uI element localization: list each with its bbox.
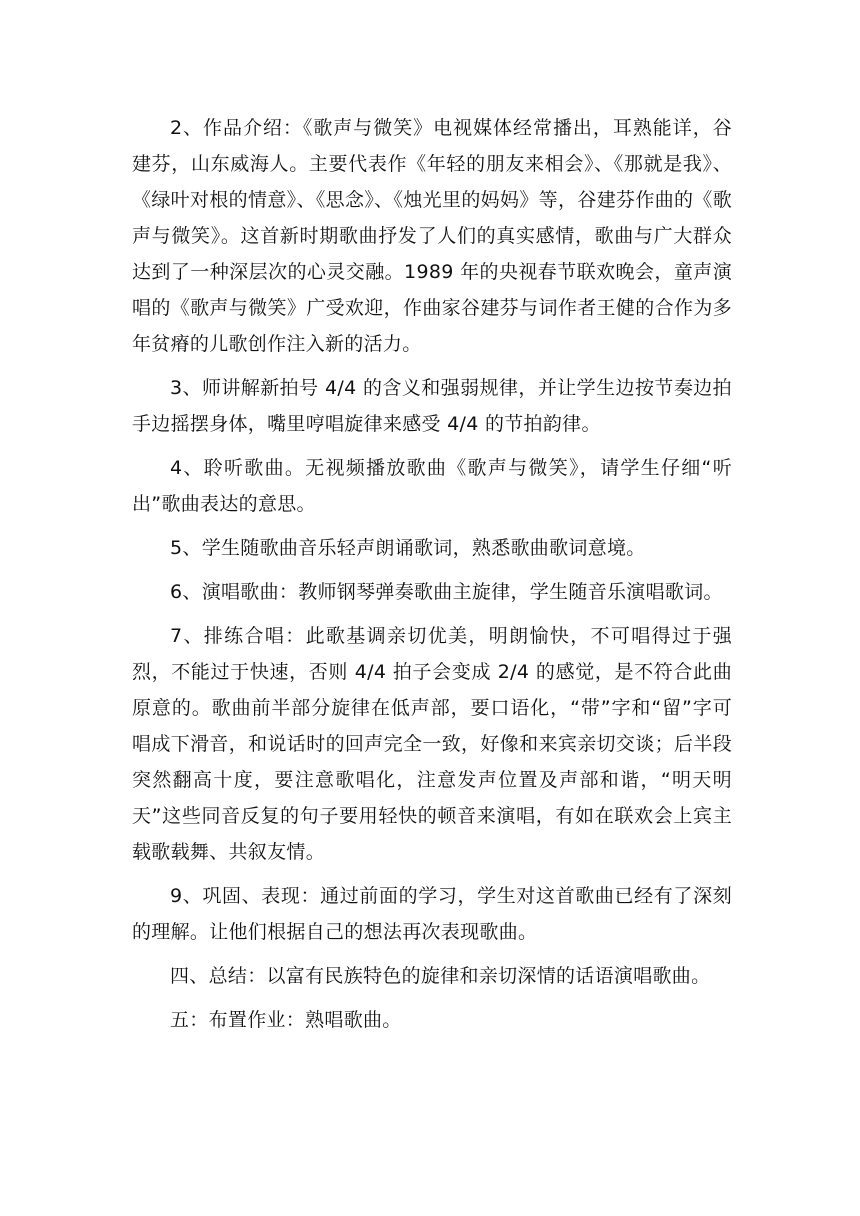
paragraph-time-signature: 3、师讲解新拍号 4/4 的含义和强弱规律，并让学生边按节奏边拍手边摇摆身体，嘴里哼唱旋律来感受 4/4 的节拍韵律。 bbox=[132, 377, 732, 435]
paragraph-singing: 6、演唱歌曲：教师钢琴弹奏歌曲主旋律，学生随音乐演唱歌词。 bbox=[170, 581, 723, 603]
paragraph-summary: 四、总结：以富有民族特色的旋律和亲切深情的话语演唱歌曲。 bbox=[170, 965, 711, 987]
paragraph-work-introduction: 2、作品介绍：《歌声与微笑》电视媒体经常播出，耳熟能详，谷建芬，山东威海人。主要代表作《年轻的朋友来相会》、《那就是我》、《绿叶对根的情意》、《思念》、《烛光里的妈妈》等，谷建芬作曲的《歌声与微笑》。这首新时期歌曲抒发了人们的真实感情，歌曲与广大群众达到了一种深层次的心灵交融。1989 年的央视春节联欢晚会，童声演唱的《歌声与微笑》广受欢迎，作曲家谷建芬与词作者王健的合作为多年贫瘠的儿歌创作注入新的活力。 bbox=[132, 117, 732, 355]
paragraph-homework: 五：布置作业：熟唱歌曲。 bbox=[170, 1009, 402, 1031]
document-body bbox=[132, 110, 732, 1038]
paragraph-recitation: 5、学生随歌曲音乐轻声朗诵歌词，熟悉歌曲歌词意境。 bbox=[170, 537, 646, 559]
paragraph-listening: 4、聆听歌曲。无视频播放歌曲《歌声与微笑》，请学生仔细“听出”歌曲表达的意思。 bbox=[132, 457, 732, 515]
paragraph-consolidation: 9、巩固、表现：通过前面的学习，学生对这首歌曲已经有了深刻的理解。让他们根据自己的想法再次表现歌曲。 bbox=[132, 885, 732, 943]
paragraph-chorus-rehearsal: 7、排练合唱：此歌基调亲切优美，明朗愉快，不可唱得过于强烈，不能过于快速，否则 4/4 拍子会变成 2/4 的感觉，是不符合此曲原意的。歌曲前半部分旋律在低声部，要口语化，“带”字和“留”字可唱成下滑音，和说话时的回声完全一致，好像和来宾亲切交谈；后半段突然翻高十度，要注意歌唱化，注意发声位置及声部和谐，“明天明天”这些同音反复的句子要用轻快的顿音来演唱，有如在联欢会上宾主载歌载舞、共叙友情。 bbox=[132, 625, 732, 863]
